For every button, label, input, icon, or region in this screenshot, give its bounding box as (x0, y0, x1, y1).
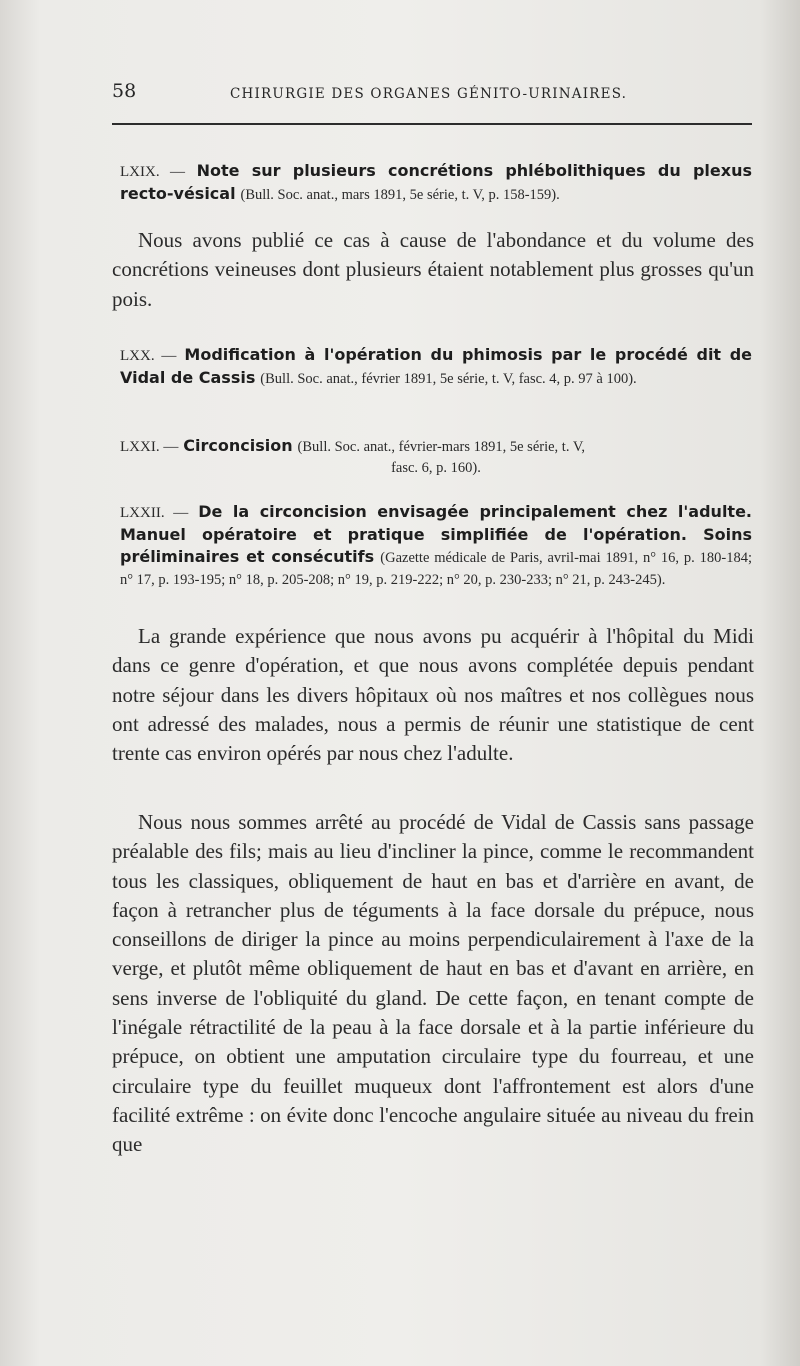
entry-title: De la circoncision envisagée principalement chez l'adulte. Manuel opératoire et pratique simplifiée de l'opération. Soins préliminaires et consécutifs (120, 502, 753, 566)
entry-reference: (Bull. Soc. anat., février-mars 1891, 5e série, t. V, (297, 439, 586, 455)
bibliography-entry-lxix (120, 160, 752, 206)
bibliography-entry-lxx (120, 344, 752, 390)
entry-reference: (Bull. Soc. anat., mars 1891, 5e série, t. V, p. 158-159). (240, 187, 560, 203)
entry-number: LXIX. — (120, 164, 185, 180)
bibliography-entry-lxxii (120, 501, 752, 591)
paragraph-lxix-note: Nous avons publié ce cas à cause de l'abondance et du volume des concrétions veineuses dont plusieurs étaient notablement plus grosses qu'un pois. (112, 228, 754, 311)
entry-reference: (Bull. Soc. anat., février 1891, 5e série, t. V, fasc. 4, p. 97 à 100). (260, 371, 637, 387)
entry-title: Circoncision (183, 436, 293, 455)
bibliography-entry-lxxi (120, 435, 752, 479)
page-number: 58 (112, 80, 137, 102)
entry-number: LXXII. — (120, 505, 189, 521)
header-rule (112, 123, 752, 125)
paragraph-circumcision-experience: La grande expérience que nous avons pu acquérir à l'hôpital du Midi dans ce genre d'opération, et que nous avons complétée depuis pendant notre séjour dans les divers hôpitaux où nos maîtres et nos collègues nous ont adressé des malades, nous a permis de réunir une statistique de cent trente cas environ opérés par nous chez l'adulte. (112, 624, 754, 766)
running-title: CHIRURGIE DES ORGANES GÉNITO-URINAIRES. (230, 86, 628, 102)
paragraph-vidal-procedure: Nous nous sommes arrêté au procédé de Vidal de Cassis sans passage préalable des fils; mais au lieu d'incliner la pince, comme le recommandent tous les classiques, obliquement de haut en bas et d'arrière en avant, de façon à retrancher plus de téguments à la face dorsale du prépuce, nous conseillons de diriger la pince au moins perpendiculairement à l'axe de la verge, et plutôt même obliquement de haut en bas et d'avant en arrière, en sens inverse de l'obliquité du gland. De cette façon, en tenant compte de l'inégale rétractilité de la peau à la face dorsale et à la partie inférieure du prépuce, on obtient une amputation circulaire type du fourreau, et une circulaire type du feuillet muqueux dont l'affrontement est alors d'une facilité extrême : on évite donc l'encoche angulaire située au niveau du frein que (112, 810, 754, 1157)
entry-title: Modification à l'opération du phimosis par le procédé dit de Vidal de Cassis (120, 345, 753, 387)
entry-reference-continued: fasc. 6, p. 160). (391, 460, 481, 476)
entry-reference: (Gazette médicale de Paris, avril-mai 1891, n° 16, p. 180-184; n° 17, p. 193-195; n° 18, p. 205-208; n° 19, p. 219-222; n° 20, p. 230-233; n° 21, p. 243-245). (120, 550, 752, 588)
entry-number: LXXI. — (120, 439, 179, 455)
entry-number: LXX. — (120, 348, 177, 364)
entry-title: Note sur plusieurs concrétions phlébolithiques du plexus recto-vésical (120, 161, 753, 203)
